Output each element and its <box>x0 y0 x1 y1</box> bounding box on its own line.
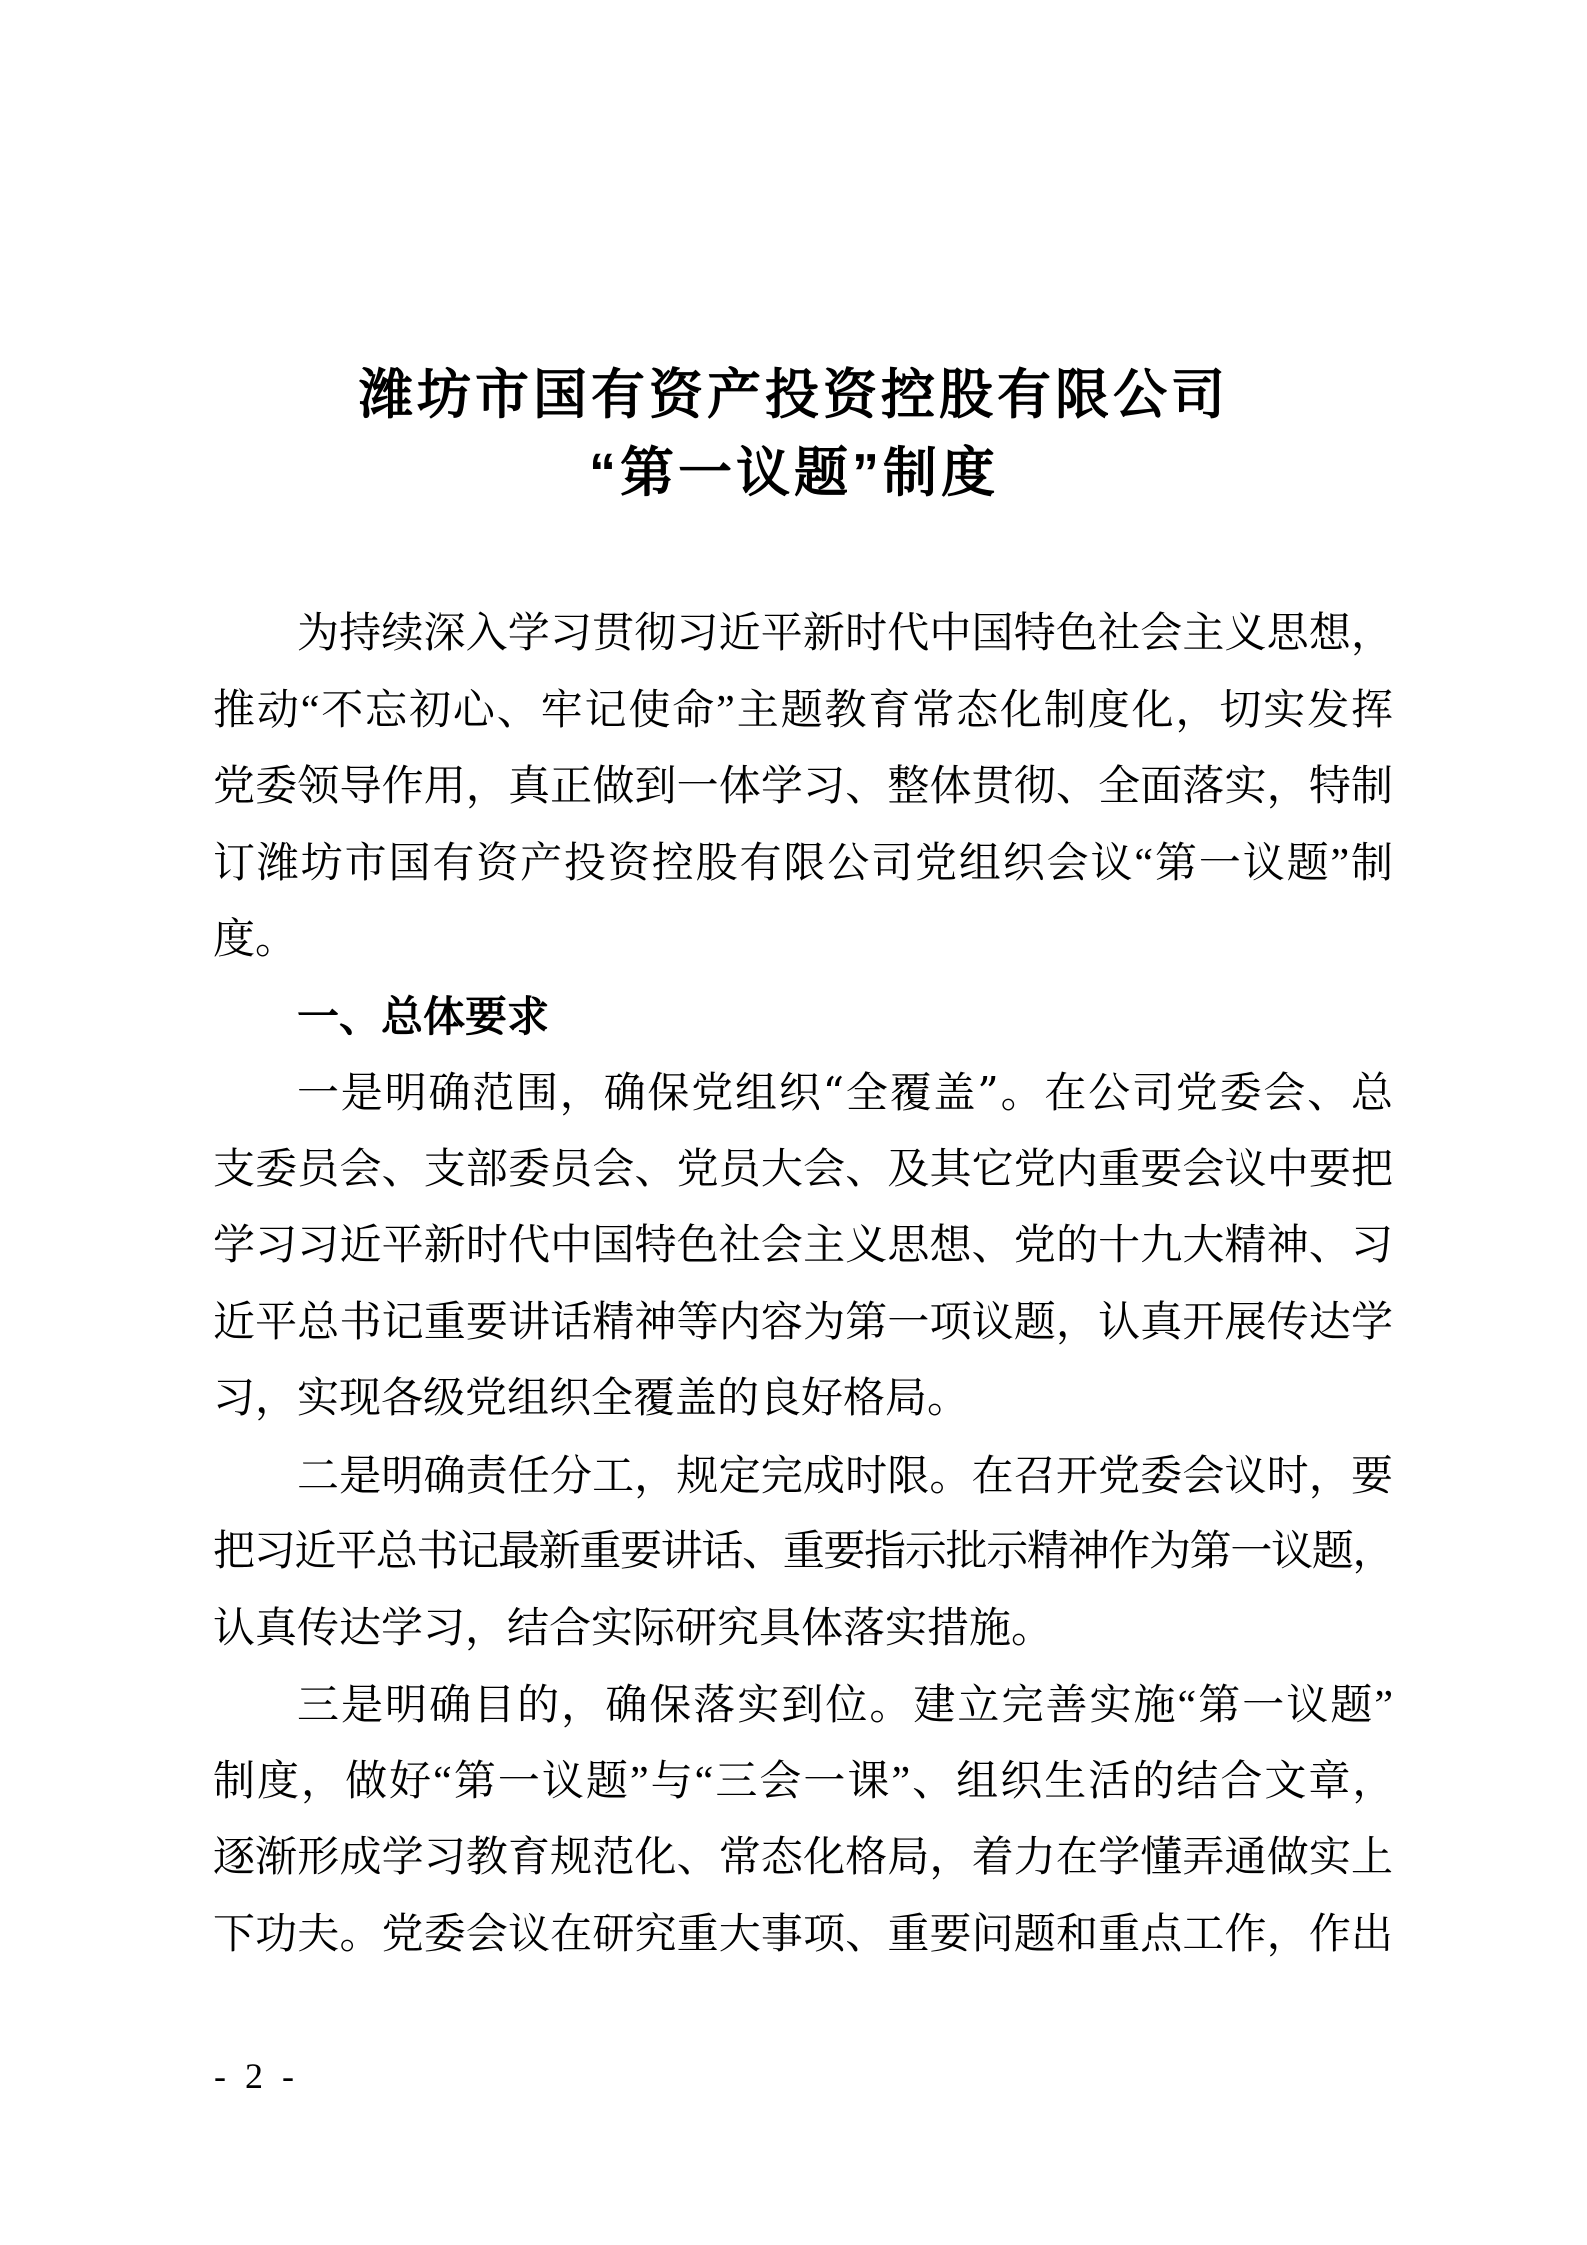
point-2-line-3: 认真传达学习，结合实际研究具体落实措施。 <box>213 1605 1054 1652</box>
point-1-line-2: 支委员会、支部委员会、党员大会、及其它党内重要会议中要把 <box>213 1146 1393 1193</box>
section-heading-overall-requirements: 一、总体要求 <box>297 992 550 1040</box>
point-3-lead-emphasis: 三是明确目的，确保落实到位。 <box>297 1680 914 1729</box>
intro-line-4: 订潍坊市国有资产投资控股有限公司党组织会议“第一议题”制 <box>213 840 1393 887</box>
point-1-line-4: 近平总书记重要讲话精神等内容为第一项议题，认真开展传达学 <box>213 1299 1393 1346</box>
point-1-line-1-rest: 在公司党委会、总 <box>1044 1071 1393 1117</box>
page-number: - 2 - <box>214 2056 299 2096</box>
point-2-lead-emphasis: 二是明确责任分工，规定完成时限。 <box>297 1450 972 1500</box>
intro-line-1: 为持续深入学习贯彻习近平新时代中国特色社会主义思想， <box>297 611 1393 657</box>
point-1-lead-emphasis: 一是明确范围，确保党组织“全覆盖”。 <box>297 1068 1045 1117</box>
point-3-line-3: 逐渐形成学习教育规范化、常态化格局，着力在学懂弄通做实上 <box>213 1835 1393 1881</box>
intro-line-3: 党委领导作用，真正做到一体学习、整体贯彻、全面落实，特制 <box>213 764 1393 810</box>
document-title-line-1: 潍坊市国有资产投资控股有限公司 <box>359 365 1229 425</box>
point-2-line-2: 把习近平总书记最新重要讲话、重要指示批示精神作为第一议题， <box>213 1529 1393 1575</box>
point-2-line-1-rest: 在召开党委会议时，要 <box>971 1453 1393 1500</box>
document-title <box>204 356 1384 512</box>
point-3-line-1-rest: 建立完善实施“第一议题” <box>913 1683 1393 1729</box>
point-3-line-1 <box>213 1667 1393 1744</box>
point-1-line-5: 习，实现各级党组织全覆盖的良好格局。 <box>213 1376 970 1422</box>
point-1-line-1 <box>213 1055 1393 1132</box>
point-3-line-2: 制度，做好“第一议题”与“三会一课”、组织生活的结合文章， <box>213 1758 1393 1805</box>
document-body <box>213 596 1393 1973</box>
point-3-line-4: 下功夫。党委会议在研究重大事项、重要问题和重点工作，作出 <box>213 1911 1393 1958</box>
point-2-line-1 <box>213 1438 1393 1515</box>
document-title-line-2: “第一议题”制度 <box>589 443 999 503</box>
point-1-line-3: 学习习近平新时代中国特色社会主义思想、党的十九大精神、习 <box>213 1223 1393 1269</box>
intro-line-5: 度。 <box>213 917 298 963</box>
intro-line-2: 推动“不忘初心、牢记使命”主题教育常态化制度化，切实发挥 <box>213 687 1393 734</box>
